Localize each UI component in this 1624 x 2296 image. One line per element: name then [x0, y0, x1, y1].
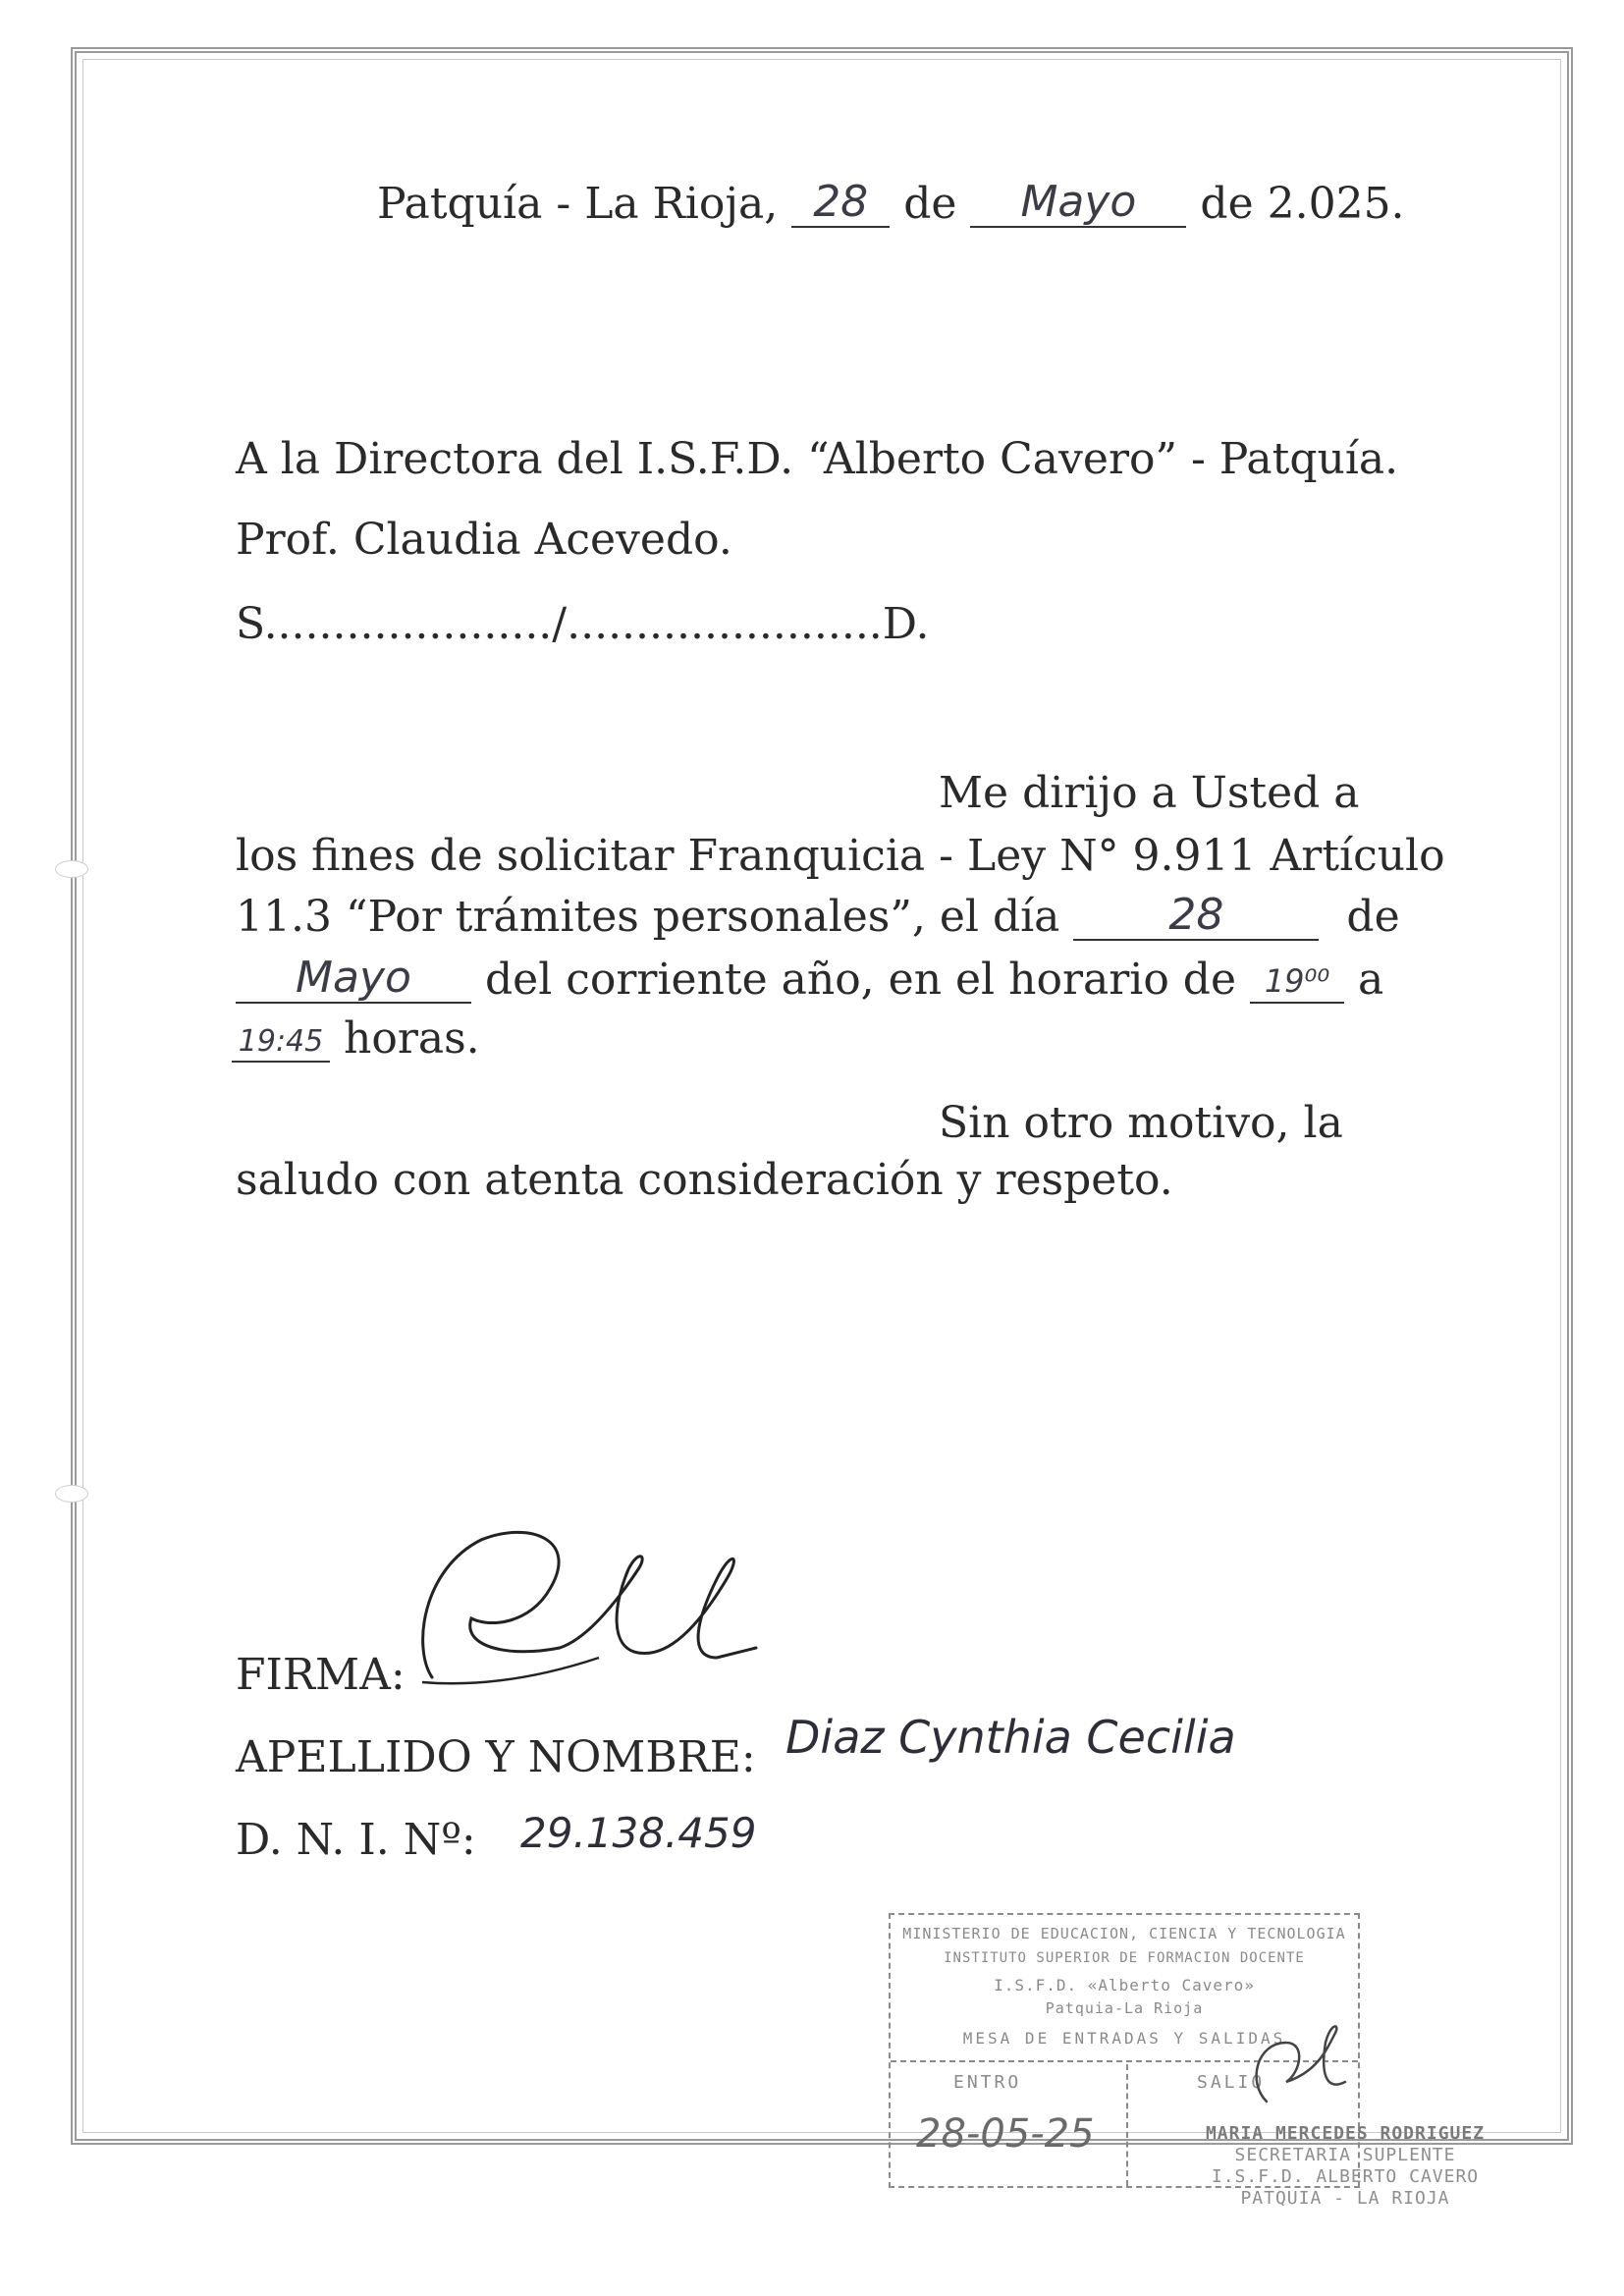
stamp-line-5: MESA DE ENTRADAS Y SALIDAS [962, 2029, 1286, 2048]
stamp-line-1: MINISTERIO DE EDUCACION, CIENCIA Y TECNOLOGIA [902, 1925, 1346, 1942]
punch-hole-top [55, 860, 88, 878]
p1-day-blank [1073, 890, 1319, 941]
place-prefix: Patquía - La Rioja, [377, 179, 779, 229]
p1-day-value: 28 [1168, 890, 1224, 940]
de-label: de [903, 179, 957, 229]
month-blank [970, 177, 1186, 228]
dni-value: 29.138.459 [520, 1809, 757, 1857]
seal-institution: I.S.F.D. ALBERTO CAVERO [1211, 2166, 1480, 2187]
p1-month-blank [236, 953, 471, 1004]
seal-name: MARIA MERCEDES RODRIGUEZ [1205, 2123, 1486, 2144]
dni-label: D. N. I. Nº: [236, 1815, 476, 1865]
stamp-entry-date: 28-05-25 [916, 2111, 1095, 2157]
year-suffix: de 2.025. [1200, 179, 1405, 229]
stamp-line-4: Patquia-La Rioja [1045, 1999, 1204, 2017]
day-blank [791, 177, 890, 228]
p1-from-blank [1250, 958, 1344, 1004]
stamp-vertical-divider [1126, 2064, 1128, 2186]
p2-line-2: saludo con atenta consideración y respeto. [236, 1155, 1173, 1205]
p2-indent: Sin otro motivo, la [939, 1098, 1343, 1148]
p1-line-3-text: 11.3 “Por trámites personales”, el día [236, 892, 1060, 942]
stamp-exit-label: SALIO [1197, 2072, 1266, 2093]
stamp-line-2: INSTITUTO SUPERIOR DE FORMACION DOCENTE [944, 1950, 1305, 1966]
recipient-line-2: Prof. Claudia Acevedo. [236, 515, 732, 565]
p1-line-4 [236, 953, 1384, 1005]
apellido-label: APELLIDO Y NOMBRE: [236, 1732, 756, 1782]
p1-line-3 [236, 890, 1400, 942]
recipient-line-3: S...................../.......................D. [236, 599, 930, 649]
p1-line-5 [232, 1013, 480, 1064]
p1-indent: Me dirijo a Usted a [939, 768, 1360, 818]
p1-from-value: 19⁰⁰ [1264, 962, 1330, 1000]
signature-drawing [403, 1510, 776, 1707]
punch-hole-bottom [55, 1485, 88, 1503]
stamp-entry-label: ENTRO [953, 2072, 1022, 2093]
seal-location: PATQUIA - LA RIOJA [1240, 2188, 1450, 2209]
month-value: Mayo [1020, 177, 1137, 227]
p1-line-4-text: del corriente año, en el horario de [485, 955, 1236, 1005]
p1-to-blank [232, 1017, 330, 1063]
p1-line-2: los fines de solicitar Franquicia - Ley N° 9.911 Artículo [236, 831, 1445, 881]
secretary-seal [1188, 2123, 1502, 2210]
p1-month-value: Mayo [296, 953, 411, 1003]
seal-role: SECRETARIA SUPLENTE [1234, 2145, 1456, 2165]
p1-a-label: a [1358, 955, 1384, 1005]
apellido-value: Diaz Cynthia Cecilia [785, 1711, 1236, 1764]
recipient-line-1: A la Directora del I.S.F.D. “Alberto Cavero” - Patquía. [236, 434, 1399, 484]
firma-label: FIRMA: [236, 1650, 406, 1700]
day-value: 28 [813, 177, 869, 227]
p1-to-value: 19:45 [238, 1024, 324, 1059]
p1-horas-label: horas. [344, 1013, 480, 1064]
date-line [377, 177, 1405, 229]
p1-de-label: de [1346, 892, 1400, 942]
secretary-initials [1227, 2013, 1365, 2131]
stamp-line-3: I.S.F.D. «Alberto Cavero» [994, 1976, 1255, 1995]
